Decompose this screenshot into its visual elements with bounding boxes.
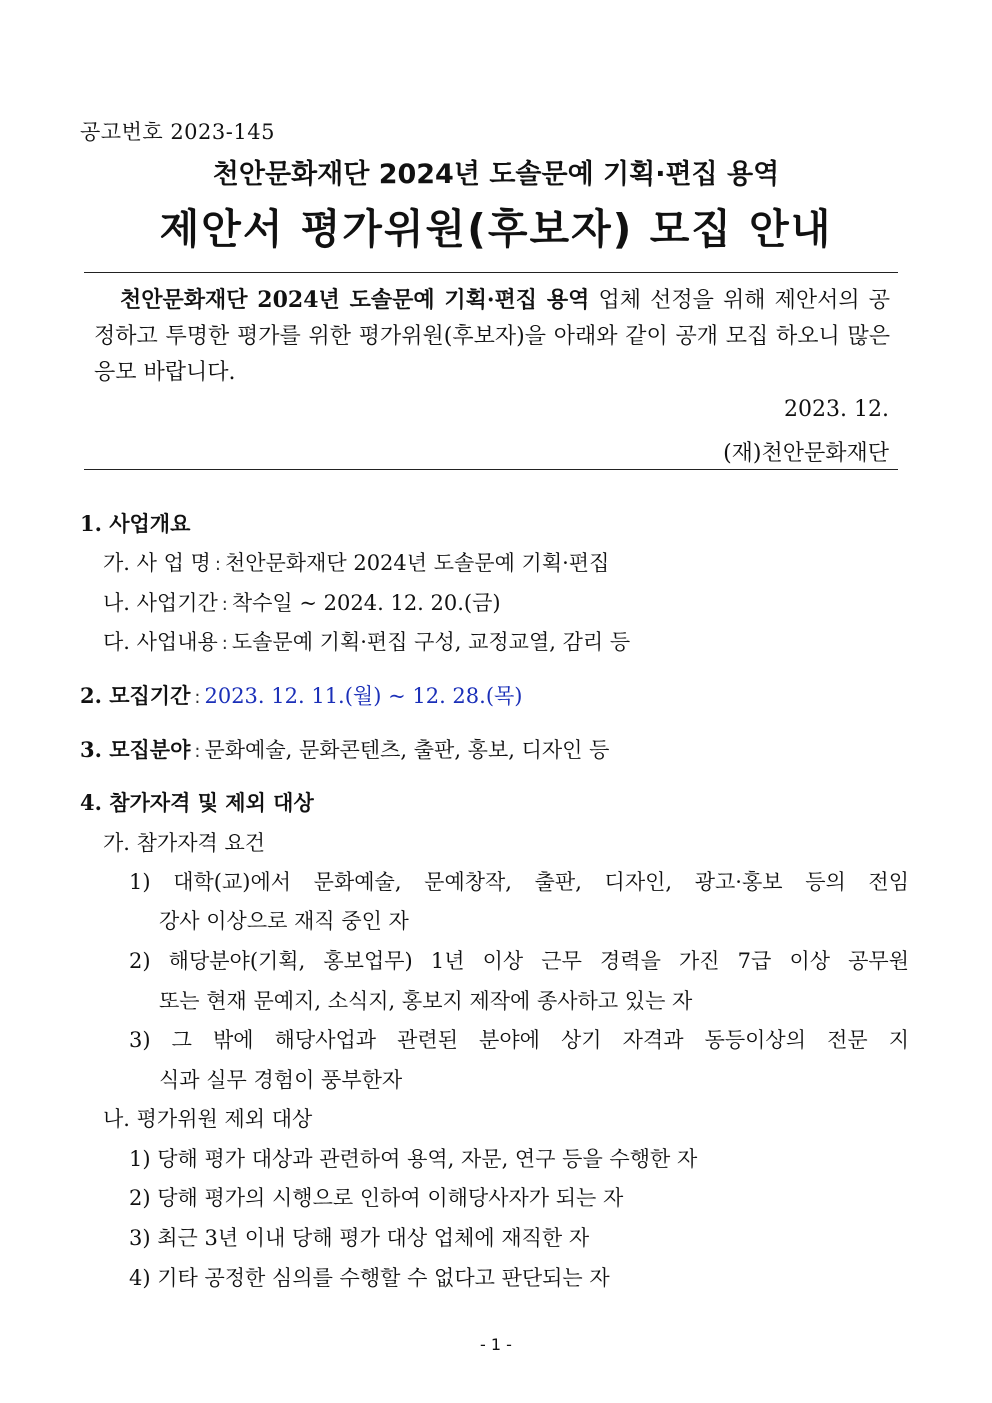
section-4-heading: 4. 참가자격 및 제외 대상 <box>80 790 314 815</box>
section-3-heading: 3. 모집분야 <box>80 737 191 762</box>
section-1-item-b <box>103 587 501 617</box>
top-divider <box>84 272 898 273</box>
bottom-divider <box>84 469 898 470</box>
page-number: - 1 - <box>480 1335 512 1354</box>
colon: : <box>194 687 201 708</box>
section-1-item-c <box>103 626 630 656</box>
exclusion-1: 1) 당해 평가 대상과 관련하여 용역, 자문, 연구 등을 수행한 자 <box>129 1147 698 1171</box>
section-4-b-title: 나. 평가위원 제외 대상 <box>103 1107 313 1131</box>
item-value: 도솔문예 기획·편집 구성, 교정교열, 감리 등 <box>231 630 631 654</box>
section-2-heading: 2. 모집기간 <box>80 683 191 708</box>
notice-number: 공고번호 2023-145 <box>80 120 275 144</box>
qualification-2-line-2: 또는 현재 문예지, 소식지, 홍보지 제작에 종사하고 있는 자 <box>159 989 693 1013</box>
organization-name: (재)천안문화재단 <box>723 441 889 466</box>
exclusion-4: 4) 기타 공정한 심의를 수행할 수 없다고 판단되는 자 <box>129 1266 610 1290</box>
intro-rest: 업체 선정을 위해 제안서의 공정하고 투명한 평가를 위한 평가위원(후보자)을 아래와 같이 공개 모집 하오니 많은 응모 바랍니다. <box>94 288 890 385</box>
exclusion-2: 2) 당해 평가의 시행으로 인하여 이해당사자가 되는 자 <box>129 1186 624 1210</box>
qualification-1-line-2: 강사 이상으로 재직 중인 자 <box>159 909 409 933</box>
qualification-2-line-1: 2) 해당분야(기획, 홍보업무) 1년 이상 근무 경력을 가진 7급 이상 공무원 <box>129 949 909 973</box>
notice-date: 2023. 12. <box>784 397 889 422</box>
section-3 <box>80 734 609 764</box>
section-4-a-title: 가. 참가자격 요건 <box>103 831 266 855</box>
item-value: 천안문화재단 2024년 도솔문예 기획·편집 <box>224 551 610 575</box>
intro-bold: 천안문화재단 2024년 도솔문예 기획·편집 용역 <box>120 287 590 313</box>
item-label: 다. 사업내용 <box>103 630 218 654</box>
qualification-3-line-1: 3) 그 밖에 해당사업과 관련된 분야에 상기 자격과 동등이상의 전문 지 <box>129 1028 909 1052</box>
colon: : <box>194 741 201 762</box>
recruitment-field: 문화예술, 문화콘텐츠, 출판, 홍보, 디자인 등 <box>204 738 610 762</box>
qualification-3-line-2: 식과 실무 경험이 풍부한자 <box>159 1068 403 1092</box>
colon: : <box>214 554 221 575</box>
section-1-heading: 1. 사업개요 <box>80 511 191 536</box>
qualification-1-line-1: 1) 대학(교)에서 문화예술, 문예창작, 출판, 디자인, 광고·홍보 등의 전임 <box>129 870 909 894</box>
exclusion-3: 3) 최근 3년 이내 당해 평가 대상 업체에 재직한 자 <box>129 1226 590 1250</box>
section-2 <box>80 680 523 710</box>
title-line-1: 천안문화재단 2024년 도솔문예 기획·편집 용역 <box>212 159 780 190</box>
item-label: 나. 사업기간 <box>103 591 218 615</box>
section-1-item-a <box>103 547 609 577</box>
recruitment-period: 2023. 12. 11.(월) ~ 12. 28.(목) <box>204 684 523 708</box>
item-value: 착수일 ~ 2024. 12. 20.(금) <box>231 591 501 615</box>
title-line-2: 제안서 평가위원(후보자) 모집 안내 <box>159 205 833 253</box>
item-label: 가. 사 업 명 <box>103 551 211 575</box>
colon: : <box>221 594 228 615</box>
intro-paragraph <box>94 282 890 391</box>
colon: : <box>221 633 228 654</box>
